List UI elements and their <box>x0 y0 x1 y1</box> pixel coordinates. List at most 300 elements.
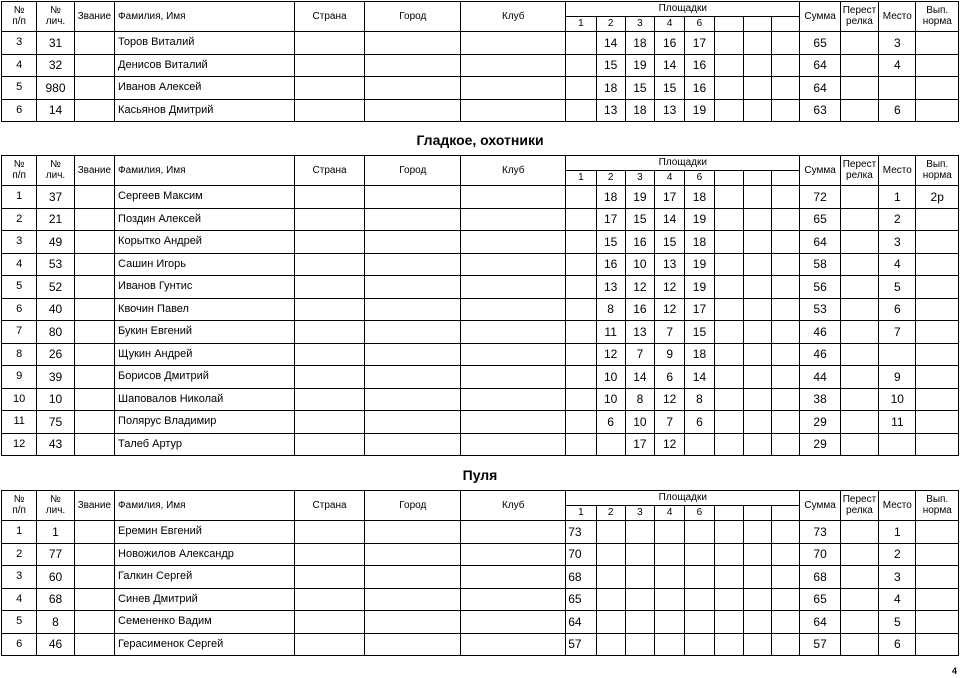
cell-score: 19 <box>685 253 714 276</box>
cell-score <box>772 321 800 344</box>
col-header-lic-line2: лич. <box>45 169 66 181</box>
cell-city <box>365 411 461 434</box>
cell-score <box>714 411 743 434</box>
platform-number <box>772 506 800 521</box>
platform-number: 6 <box>685 17 714 32</box>
col-header-country: Страна <box>294 491 365 521</box>
col-header-country: Страна <box>294 2 365 32</box>
col-header-shootoff <box>840 491 878 521</box>
cell-score: 19 <box>685 208 714 231</box>
cell-score: 8 <box>625 388 654 411</box>
cell-club <box>461 253 566 276</box>
cell-score: 16 <box>685 77 714 100</box>
col-header-name: Фамилия, Имя <box>115 491 295 521</box>
cell-norm <box>916 388 959 411</box>
cell-score: 14 <box>685 366 714 389</box>
header-row <box>2 2 959 17</box>
cell-norm <box>916 343 959 366</box>
cell-score <box>566 343 596 366</box>
table-row <box>2 276 959 299</box>
cell-club <box>461 343 566 366</box>
cell-score <box>625 588 654 611</box>
cell-score <box>596 543 625 566</box>
cell-score <box>743 253 771 276</box>
cell-rank <box>74 298 114 321</box>
cell-score <box>566 298 596 321</box>
cell-city <box>365 566 461 589</box>
cell-score: 7 <box>655 411 685 434</box>
cell-rank <box>74 32 114 55</box>
cell-country <box>294 633 365 656</box>
col-header-sum: Сумма <box>800 2 840 32</box>
platform-number <box>714 506 743 521</box>
cell-score: 15 <box>655 231 685 254</box>
cell-score: 15 <box>596 231 625 254</box>
cell-city <box>365 611 461 634</box>
cell-score <box>772 366 800 389</box>
cell-score: 6 <box>596 411 625 434</box>
cell-name: Квочин Павел <box>115 298 295 321</box>
cell-num: 8 <box>2 343 37 366</box>
cell-country <box>294 253 365 276</box>
col-header-lic <box>37 2 74 32</box>
cell-score <box>655 566 685 589</box>
table-row <box>2 388 959 411</box>
col-header-norm-line1: Вып. <box>926 494 949 505</box>
cell-sum: 58 <box>800 253 840 276</box>
cell-lic: 37 <box>37 186 74 209</box>
cell-rank <box>74 566 114 589</box>
cell-score: 57 <box>566 633 596 656</box>
cell-norm <box>916 208 959 231</box>
platform-number: 6 <box>685 506 714 521</box>
cell-score: 19 <box>685 99 714 122</box>
cell-country <box>294 54 365 77</box>
cell-score: 18 <box>685 343 714 366</box>
cell-norm <box>916 588 959 611</box>
col-header-lic-line1: № <box>50 5 61 16</box>
cell-country <box>294 588 365 611</box>
cell-sum: 57 <box>800 633 840 656</box>
cell-norm <box>916 433 959 456</box>
cell-rank <box>74 633 114 656</box>
table-row <box>2 77 959 100</box>
cell-score: 64 <box>566 611 596 634</box>
cell-rank <box>74 411 114 434</box>
cell-score <box>566 433 596 456</box>
cell-score: 19 <box>625 186 654 209</box>
cell-place <box>879 343 916 366</box>
col-header-shootoff-line1: Перест <box>842 159 877 170</box>
cell-lic: 68 <box>37 588 74 611</box>
cell-sum: 46 <box>800 321 840 344</box>
cell-score <box>772 77 800 100</box>
cell-city <box>365 388 461 411</box>
cell-norm <box>916 276 959 299</box>
cell-place: 6 <box>879 633 916 656</box>
header-row <box>2 156 959 171</box>
cell-norm <box>916 32 959 55</box>
cell-score <box>772 611 800 634</box>
col-header-place: Место <box>879 156 916 186</box>
col-header-lic-line2: лич. <box>45 504 66 516</box>
cell-score <box>714 208 743 231</box>
cell-score <box>655 611 685 634</box>
cell-rank <box>74 99 114 122</box>
cell-score: 11 <box>596 321 625 344</box>
cell-score <box>596 611 625 634</box>
cell-score <box>596 433 625 456</box>
cell-score: 19 <box>685 276 714 299</box>
cell-score: 15 <box>625 208 654 231</box>
table-row <box>2 343 959 366</box>
cell-score: 6 <box>655 366 685 389</box>
col-header-shootoff <box>840 2 878 32</box>
cell-score <box>625 521 654 544</box>
platform-number: 4 <box>655 171 685 186</box>
cell-score: 12 <box>596 343 625 366</box>
table-row <box>2 54 959 77</box>
cell-score <box>772 588 800 611</box>
table-row <box>2 633 959 656</box>
col-header-shootoff-line2: релка <box>846 169 873 181</box>
cell-sum: 72 <box>800 186 840 209</box>
platform-number: 2 <box>596 171 625 186</box>
cell-lic: 10 <box>37 388 74 411</box>
cell-num: 4 <box>2 253 37 276</box>
col-header-num <box>2 491 37 521</box>
results-table <box>1 1 959 122</box>
cell-score <box>772 298 800 321</box>
col-header-num <box>2 156 37 186</box>
cell-rank <box>74 54 114 77</box>
cell-shootoff <box>840 186 878 209</box>
cell-score: 12 <box>655 276 685 299</box>
cell-city <box>365 99 461 122</box>
cell-place: 1 <box>879 186 916 209</box>
cell-club <box>461 566 566 589</box>
cell-lic: 26 <box>37 343 74 366</box>
cell-lic: 75 <box>37 411 74 434</box>
cell-score <box>714 231 743 254</box>
cell-score: 13 <box>596 99 625 122</box>
cell-country <box>294 433 365 456</box>
cell-shootoff <box>840 99 878 122</box>
cell-place: 4 <box>879 253 916 276</box>
col-header-lic-line2: лич. <box>45 15 66 27</box>
cell-score: 18 <box>685 231 714 254</box>
cell-sum: 63 <box>800 99 840 122</box>
cell-lic: 46 <box>37 633 74 656</box>
table-row <box>2 253 959 276</box>
cell-score <box>714 633 743 656</box>
cell-place: 6 <box>879 298 916 321</box>
cell-score <box>714 32 743 55</box>
cell-shootoff <box>840 276 878 299</box>
cell-num: 5 <box>2 77 37 100</box>
table-row <box>2 298 959 321</box>
cell-num: 7 <box>2 321 37 344</box>
cell-score <box>743 388 771 411</box>
col-header-num-line1: № <box>13 5 25 16</box>
cell-num: 5 <box>2 276 37 299</box>
cell-score <box>596 521 625 544</box>
table-row <box>2 566 959 589</box>
cell-score <box>655 633 685 656</box>
cell-num: 1 <box>2 186 37 209</box>
col-header-rank: Звание <box>74 156 114 186</box>
table-row <box>2 521 959 544</box>
platform-number: 3 <box>625 171 654 186</box>
cell-shootoff <box>840 298 878 321</box>
table-row <box>2 186 959 209</box>
cell-name: Торов Виталий <box>115 32 295 55</box>
cell-shootoff <box>840 32 878 55</box>
col-header-norm-line2: норма <box>922 169 952 181</box>
cell-rank <box>74 77 114 100</box>
cell-name: Семененко Вадим <box>115 611 295 634</box>
cell-sum: 68 <box>800 566 840 589</box>
cell-club <box>461 99 566 122</box>
cell-score: 13 <box>655 253 685 276</box>
cell-score: 73 <box>566 521 596 544</box>
cell-score <box>772 231 800 254</box>
cell-score: 15 <box>655 77 685 100</box>
cell-score: 10 <box>596 366 625 389</box>
table-row <box>2 208 959 231</box>
cell-score <box>743 366 771 389</box>
cell-score <box>743 566 771 589</box>
cell-sum: 29 <box>800 411 840 434</box>
section-title: Гладкое, охотники <box>416 132 544 148</box>
col-header-norm <box>916 156 959 186</box>
cell-norm <box>916 99 959 122</box>
cell-name: Иванов Гунтис <box>115 276 295 299</box>
cell-norm <box>916 543 959 566</box>
cell-rank <box>74 588 114 611</box>
table-row <box>2 32 959 55</box>
col-header-city: Город <box>365 491 461 521</box>
table-row <box>2 321 959 344</box>
cell-num: 10 <box>2 388 37 411</box>
cell-num: 11 <box>2 411 37 434</box>
cell-score <box>596 566 625 589</box>
cell-lic: 39 <box>37 366 74 389</box>
cell-score: 18 <box>596 77 625 100</box>
cell-shootoff <box>840 521 878 544</box>
table-row <box>2 588 959 611</box>
cell-num: 3 <box>2 566 37 589</box>
cell-score <box>772 208 800 231</box>
cell-score <box>655 543 685 566</box>
cell-club <box>461 276 566 299</box>
cell-name: Еремин Евгений <box>115 521 295 544</box>
cell-score <box>714 566 743 589</box>
col-header-place: Место <box>879 491 916 521</box>
cell-score: 17 <box>655 186 685 209</box>
cell-lic: 77 <box>37 543 74 566</box>
col-header-sum: Сумма <box>800 491 840 521</box>
platform-number: 4 <box>655 506 685 521</box>
cell-score <box>772 32 800 55</box>
cell-score <box>772 411 800 434</box>
cell-country <box>294 388 365 411</box>
cell-shootoff <box>840 54 878 77</box>
cell-country <box>294 276 365 299</box>
cell-score <box>714 321 743 344</box>
cell-score <box>714 521 743 544</box>
cell-sum: 65 <box>800 32 840 55</box>
cell-score: 10 <box>625 253 654 276</box>
cell-country <box>294 611 365 634</box>
cell-shootoff <box>840 253 878 276</box>
cell-club <box>461 543 566 566</box>
cell-score <box>566 231 596 254</box>
platform-number: 1 <box>566 506 596 521</box>
cell-lic: 32 <box>37 54 74 77</box>
cell-shootoff <box>840 633 878 656</box>
cell-shootoff <box>840 231 878 254</box>
cell-score: 12 <box>655 388 685 411</box>
cell-club <box>461 433 566 456</box>
cell-shootoff <box>840 433 878 456</box>
cell-shootoff <box>840 411 878 434</box>
cell-score <box>743 543 771 566</box>
cell-rank <box>74 543 114 566</box>
cell-score <box>596 633 625 656</box>
cell-score <box>685 566 714 589</box>
cell-num: 1 <box>2 521 37 544</box>
cell-name: Синев Дмитрий <box>115 588 295 611</box>
cell-score: 6 <box>685 411 714 434</box>
cell-name: Талеб Артур <box>115 433 295 456</box>
cell-score: 12 <box>625 276 654 299</box>
cell-country <box>294 77 365 100</box>
cell-score <box>743 276 771 299</box>
cell-score <box>655 588 685 611</box>
cell-score <box>714 388 743 411</box>
cell-club <box>461 298 566 321</box>
col-header-club: Клуб <box>461 491 566 521</box>
cell-score: 8 <box>685 388 714 411</box>
cell-score: 17 <box>685 298 714 321</box>
cell-city <box>365 366 461 389</box>
cell-country <box>294 321 365 344</box>
col-header-sum: Сумма <box>800 156 840 186</box>
cell-norm <box>916 611 959 634</box>
cell-score <box>743 77 771 100</box>
col-header-country: Страна <box>294 156 365 186</box>
cell-rank <box>74 366 114 389</box>
col-header-norm-line2: норма <box>922 504 952 516</box>
cell-shootoff <box>840 343 878 366</box>
cell-score: 18 <box>685 186 714 209</box>
col-header-city: Город <box>365 156 461 186</box>
cell-club <box>461 388 566 411</box>
cell-score <box>743 321 771 344</box>
cell-club <box>461 186 566 209</box>
cell-score <box>566 208 596 231</box>
cell-shootoff <box>840 611 878 634</box>
col-header-club: Клуб <box>461 2 566 32</box>
cell-city <box>365 231 461 254</box>
cell-lic: 49 <box>37 231 74 254</box>
cell-score: 15 <box>625 77 654 100</box>
cell-club <box>461 77 566 100</box>
cell-norm <box>916 633 959 656</box>
cell-club <box>461 611 566 634</box>
cell-name: Шаповалов Николай <box>115 388 295 411</box>
cell-score <box>714 543 743 566</box>
cell-score: 17 <box>625 433 654 456</box>
cell-score <box>714 588 743 611</box>
cell-score: 18 <box>625 99 654 122</box>
cell-lic: 14 <box>37 99 74 122</box>
cell-rank <box>74 433 114 456</box>
cell-country <box>294 411 365 434</box>
cell-shootoff <box>840 321 878 344</box>
cell-name: Галкин Сергей <box>115 566 295 589</box>
cell-place: 3 <box>879 231 916 254</box>
cell-score <box>714 343 743 366</box>
cell-shootoff <box>840 588 878 611</box>
cell-score: 14 <box>655 54 685 77</box>
cell-sum: 73 <box>800 521 840 544</box>
platform-number: 3 <box>625 17 654 32</box>
cell-club <box>461 321 566 344</box>
cell-rank <box>74 611 114 634</box>
cell-score: 14 <box>596 32 625 55</box>
cell-country <box>294 566 365 589</box>
cell-rank <box>74 276 114 299</box>
cell-place: 2 <box>879 543 916 566</box>
platform-number: 1 <box>566 17 596 32</box>
cell-sum: 70 <box>800 543 840 566</box>
col-header-norm <box>916 2 959 32</box>
cell-score <box>743 54 771 77</box>
cell-sum: 56 <box>800 276 840 299</box>
col-header-lic <box>37 491 74 521</box>
cell-score <box>655 521 685 544</box>
cell-score: 15 <box>596 54 625 77</box>
cell-city <box>365 588 461 611</box>
col-header-num-line2: п/п <box>12 169 26 181</box>
cell-score: 12 <box>655 433 685 456</box>
cell-city <box>365 32 461 55</box>
cell-score <box>625 633 654 656</box>
cell-score <box>685 433 714 456</box>
cell-score <box>714 276 743 299</box>
cell-place: 4 <box>879 54 916 77</box>
cell-score: 19 <box>625 54 654 77</box>
cell-country <box>294 231 365 254</box>
cell-country <box>294 521 365 544</box>
cell-club <box>461 54 566 77</box>
cell-sum: 29 <box>800 433 840 456</box>
cell-score: 7 <box>655 321 685 344</box>
cell-name: Корытко Андрей <box>115 231 295 254</box>
cell-rank <box>74 521 114 544</box>
table-row <box>2 611 959 634</box>
col-header-platforms: Площадки <box>566 491 800 506</box>
cell-score <box>625 611 654 634</box>
cell-score <box>566 321 596 344</box>
cell-score <box>743 588 771 611</box>
cell-shootoff <box>840 388 878 411</box>
cell-country <box>294 32 365 55</box>
col-header-city: Город <box>365 2 461 32</box>
cell-score <box>625 566 654 589</box>
